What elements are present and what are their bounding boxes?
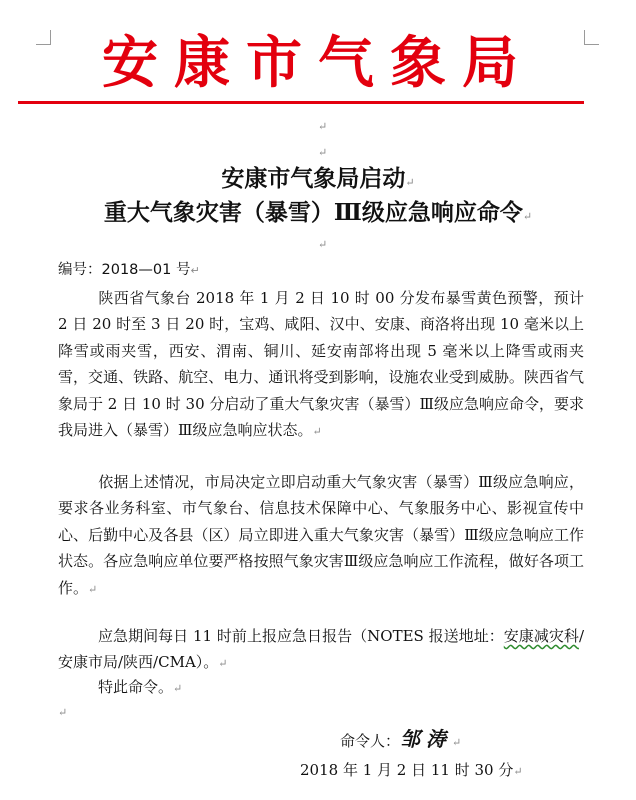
paragraph-mark-icon: ↵: [522, 210, 533, 223]
signature-label: 命令人：: [340, 732, 401, 750]
paragraph-mark-icon: ↵: [88, 582, 98, 596]
paragraph-mark-icon: ↵: [405, 176, 415, 189]
spellcheck-underlined-text: 安康减灾科: [503, 627, 579, 645]
paragraph-mark-icon: ↵: [58, 706, 68, 719]
paragraph-mark-icon: ↵: [190, 264, 200, 277]
paragraph-mark-icon: ↵: [513, 765, 523, 778]
paragraph-mark-icon: ↵: [452, 736, 462, 749]
letterhead-title: 安康市气象局: [102, 30, 534, 96]
body-paragraph-4: 特此命令。↵: [98, 678, 183, 696]
letterhead-red-rule: [18, 101, 584, 104]
body-paragraph-3: 应急期间每日 11 时前上报应急日报告（NOTES 报送地址：安康减灾科/安康市局/陕西/CMA）。↵: [58, 627, 584, 672]
paragraph-mark-icon: ↵: [218, 657, 228, 671]
document-title-line-1: 安康市气象局启动↵: [221, 165, 415, 192]
document-title-line-2: 重大气象灾害（暴雪）Ⅲ级应急响应命令↵: [103, 199, 533, 226]
paragraph-mark-icon: ↵: [318, 120, 328, 133]
paragraph-mark-icon: ↵: [312, 425, 322, 439]
paragraph-mark-icon: ↵: [173, 682, 183, 695]
signature-line: [340, 726, 461, 754]
issue-date: 2018 年 1 月 2 日 11 时 30 分↵: [300, 761, 523, 779]
body-paragraph-1: 陕西省气象台 2018 年 1 月 2 日 10 时 00 分发布暴雪黄色预警，预计 2 日 20 时至 3 日 20 时，宝鸡、咸阳、汉中、安康、商洛将出现 10 毫米以上降雪或雨夹雪，西安、渭南、铜川、延安南部将出现 5 毫米以上降雪或雨夹雪，交通、铁路、航空、电力、通讯将受到影响，设施农业受到威胁。陕西省气象局于 2 日 10 时 30 分启动了重大气象灾害（暴雪）Ⅲ级应急响应命令，要求我局进入（暴雪）Ⅲ级应急响应状态。↵: [58, 289, 584, 440]
paragraph-mark-icon: ↵: [318, 238, 328, 251]
body-paragraph-2: 依据上述情况，市局决定立即启动重大气象灾害（暴雪）Ⅲ级应急响应，要求各业务科室、市气象台、信息技术保障中心、气象服务中心、影视宣传中心、后勤中心及各县（区）局立即进入重大气象灾害（暴雪）Ⅲ级应急响应工作状态。各应急响应单位要严格按照气象灾害Ⅲ级应急响应工作流程，做好各项工作。↵: [58, 473, 584, 597]
signature-name: 邹涛: [400, 727, 453, 751]
paragraph-mark-icon: ↵: [318, 146, 328, 159]
document-number: 编号：2018—01 号↵: [58, 262, 200, 278]
